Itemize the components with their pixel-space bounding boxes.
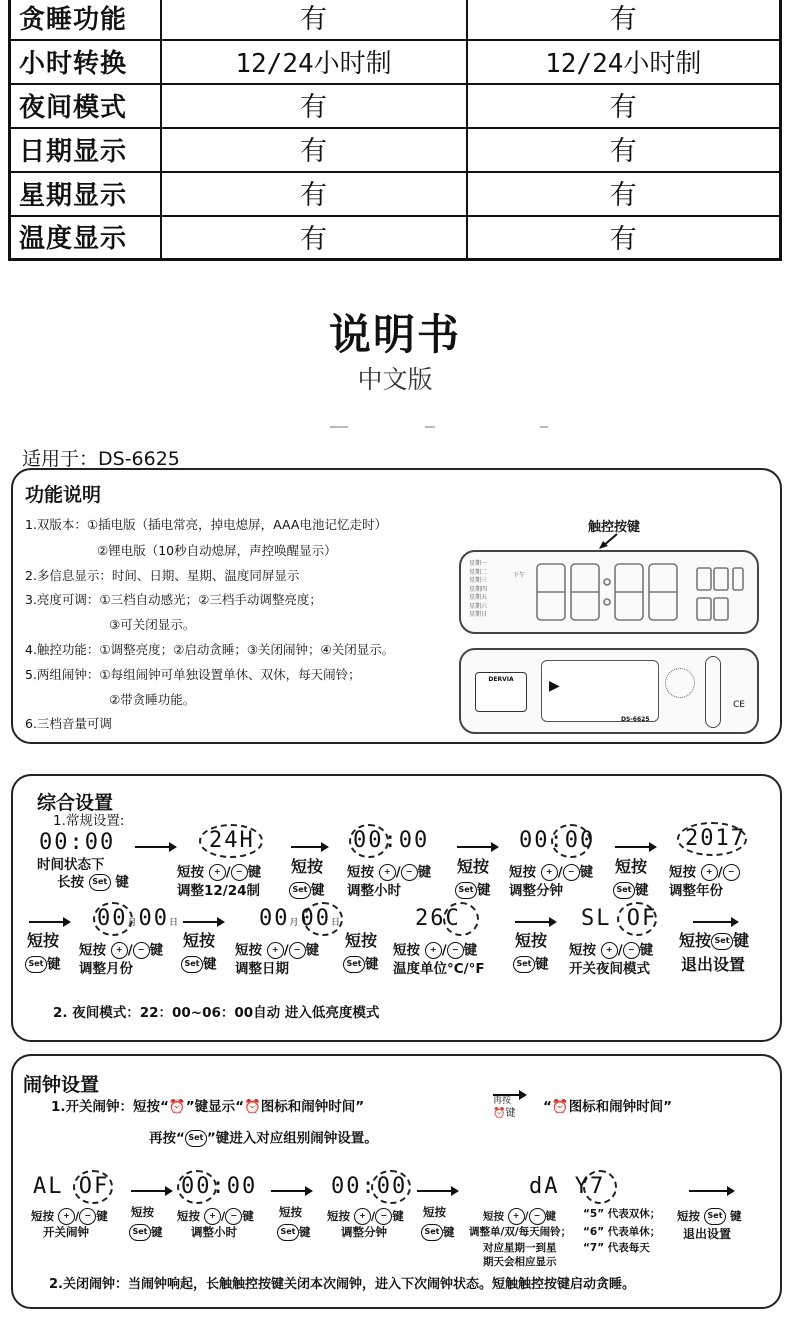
step-text: 短按 + / − [669, 864, 740, 881]
spec-table [8, 0, 782, 261]
arrow-icon [271, 1190, 311, 1192]
cell: 有 [161, 216, 467, 260]
alarm-instruction: 再按“ Set ”键进入对应组别闹钟设置。 [149, 1130, 378, 1147]
set-key: Set 键 [613, 882, 649, 899]
ampm-label: 下午 [513, 572, 526, 579]
weekday-label: 星期一 [469, 560, 488, 567]
play-icon: ▶ [549, 678, 560, 694]
step-text: 调整单/双/每天闹铃； [469, 1226, 572, 1238]
led-digits-icon [521, 558, 753, 628]
display-alarm-hour: 00:00 [181, 1174, 258, 1199]
manual-title: 说明书 [328, 310, 461, 359]
night-mode-note: 2. 夜间模式：22：00~06：00自动 进入低亮度模式 [53, 1005, 380, 1021]
feature-line: ②带贪睡功能。 [109, 692, 196, 707]
row-label: 夜间模式 [10, 84, 161, 128]
step-text: 短按 + / − 键 [393, 942, 478, 959]
exit-step: 退出设置 [681, 955, 746, 974]
weekday-label: 星期六 [469, 602, 488, 610]
table-row [10, 216, 781, 260]
table-row [10, 0, 781, 40]
arrow-label: 再按 [493, 1096, 512, 1106]
set-key: Set 键 [455, 882, 491, 899]
display-alarm-days: dA Y7 [529, 1174, 606, 1199]
step-text: 短按 + / − 键 [569, 942, 654, 959]
touch-key-label: 触控按键 [588, 520, 641, 535]
step-text: 短按 + / − 键 [235, 942, 320, 959]
row-label: 温度显示 [10, 216, 161, 260]
set-key: Set 键 [25, 956, 61, 973]
feature-line: 6.三档音量可调 [25, 716, 112, 731]
display-date: 00月00日 [259, 906, 343, 931]
step-text: 短按 + / − 键 [177, 1209, 254, 1223]
arrow-icon [615, 846, 655, 848]
display-alarm-onoff: AL OF [33, 1174, 110, 1199]
weekday-label: 星期五 [469, 594, 488, 601]
feature-line: 4.触控功能：①调整亮度；②启动贪睡；③关闭闹钟；④关闭显示。 [25, 642, 395, 657]
arrow-label: ⏰键 [493, 1108, 516, 1119]
press-short: 短按 [131, 1205, 154, 1219]
row-label: 日期显示 [10, 128, 161, 172]
cell: 有 [161, 84, 467, 128]
general-title: 综合设置 [37, 792, 114, 814]
features-panel [11, 468, 782, 744]
set-key: Set 键 [421, 1224, 455, 1241]
set-key: Set 键 [343, 956, 379, 973]
button-strip[interactable] [705, 656, 721, 728]
clock-front [459, 550, 759, 634]
step-text: 短按 + / − 键 [347, 864, 432, 881]
set-key: Set 键 [181, 956, 217, 973]
arrow-icon [693, 921, 737, 923]
table-row [10, 172, 781, 216]
display-night: SL OF [581, 906, 658, 931]
press-short: 短按 [515, 931, 548, 950]
stand [475, 672, 527, 712]
row-label: 贪睡功能 [10, 0, 161, 40]
feature-line: 3.亮度可调：①三档自动感光；②三档手动调整亮度； [25, 592, 322, 607]
table-row [10, 128, 781, 172]
general-settings-panel [11, 774, 782, 1042]
weekday-label: 星期日 [469, 611, 488, 618]
press-short: 短按 [457, 857, 490, 876]
alarm-instruction: “⏰图标和闹钟时间” [543, 1099, 673, 1115]
arrow-icon [457, 846, 497, 848]
set-key-icon: Set [185, 1130, 207, 1147]
arrow-icon [183, 921, 223, 923]
cell: 有 [161, 128, 467, 172]
step-text: 调整日期 [235, 961, 289, 977]
set-key: Set 键 [277, 1224, 311, 1241]
step-text: 调整小时 [347, 883, 401, 899]
features-title: 功能说明 [25, 484, 102, 506]
normal-settings-label: 1.常规设置: [53, 813, 125, 829]
arrow-icon [417, 1190, 457, 1192]
set-key-icon: Set [89, 874, 111, 891]
step-text: 短按 + / − 键 [327, 1209, 404, 1223]
clock-back [459, 648, 759, 734]
step-text: 调整月份 [79, 961, 133, 977]
arrow-icon [131, 1190, 171, 1192]
alarm-settings-panel [11, 1054, 782, 1309]
step-text: 短按 + / − 键 [509, 864, 594, 881]
step-text: 调整分钟 [341, 1225, 387, 1239]
step-text: 调整12/24制 [177, 883, 261, 899]
cell: 有 [467, 128, 781, 172]
weekday-label: 星期三 [469, 577, 488, 584]
display-minute: 00:00 [519, 828, 596, 853]
day-note: “6” 代表单休； [583, 1226, 661, 1238]
alarm1-icon: ⏰ [243, 1099, 261, 1115]
step-text: 时间状态下 [37, 857, 105, 873]
step-text: 对应星期一到星 [483, 1242, 557, 1254]
step-text: 开关夜间模式 [569, 961, 650, 977]
row-label: 星期显示 [10, 172, 161, 216]
press-short: 短按 [291, 857, 324, 876]
brand-label: DERVIA [488, 676, 514, 683]
alarm-title: 闹钟设置 [23, 1074, 100, 1096]
feature-line: ②锂电版（10秒自动熄屏，声控唤醒显示） [97, 543, 337, 558]
weekday-label: 星期四 [469, 585, 488, 593]
display-temp: 26C [415, 906, 461, 931]
alarm-clock-icon: ⏰ [168, 1099, 186, 1115]
press-short: 短按 [423, 1205, 446, 1219]
cell: 有 [161, 172, 467, 216]
set-key: Set 键 [513, 956, 549, 973]
day-note: “7” 代表每天 [583, 1242, 650, 1254]
display-year: 2017 [685, 826, 746, 851]
model-label: DS-6625 [621, 716, 650, 723]
arrow-icon [135, 846, 175, 848]
cell: 12/24小时制 [467, 40, 781, 84]
press-short: 短按 [183, 931, 216, 950]
table-row [10, 84, 781, 128]
speaker-grille [665, 668, 695, 698]
display-alarm-minute: 00:00 [331, 1174, 408, 1199]
display-month: 00月00日 [97, 906, 181, 931]
press-short: 短按 [27, 931, 60, 950]
table-row [10, 40, 781, 84]
feature-line: ③可关闭显示。 [109, 617, 196, 632]
cell: 12/24小时制 [161, 40, 467, 84]
step-text: 温度单位°C/°F [393, 961, 485, 977]
step-text: 开关闹钟 [43, 1225, 89, 1239]
feature-line: 1.双版本：①插电版（插电常亮，掉电熄屏，AAA电池记忆走时） [25, 517, 387, 532]
cell: 有 [467, 84, 781, 128]
press-short: 短按 [615, 857, 648, 876]
decorative-dots [330, 425, 560, 429]
press-short: 短按 [279, 1205, 302, 1219]
set-key: Set 键 [129, 1224, 163, 1241]
cell: 有 [467, 216, 781, 260]
step-text: 短按 + / − 键 [79, 942, 164, 959]
ce-mark: CE [733, 700, 745, 710]
exit-step: 短按 Set 键 [679, 931, 750, 950]
manual-subtitle: 中文版 [357, 365, 433, 394]
arrow-icon [29, 921, 69, 923]
alarm2-icon: ⏰ [551, 1099, 569, 1115]
step-text: 调整分钟 [509, 883, 563, 899]
close-alarm-note: 2.关闭闹钟：当闹钟响起，长触触控按键关闭本次闹钟，进入下次闹钟状态。短触触控按键启动贪睡。 [49, 1277, 635, 1292]
row-label: 小时转换 [10, 40, 161, 84]
feature-line: 5.两组闹钟：①每组闹钟可单独设置单休、双休，每天闹铃； [25, 667, 361, 682]
pointer-arrow-icon [599, 532, 621, 550]
cell: 有 [467, 0, 781, 40]
display-time: 00:00 [39, 830, 116, 855]
set-key: Set 键 [289, 882, 325, 899]
day-note: “5” 代表双休； [583, 1208, 661, 1220]
display-hour: 00:00 [353, 828, 430, 853]
arrow-icon [291, 846, 327, 848]
exit-step: 退出设置 [683, 1227, 732, 1241]
step-text: 调整小时 [191, 1225, 237, 1239]
step-text: 调整年份 [669, 883, 723, 899]
cell: 有 [161, 0, 467, 40]
step-text: 短按 + / − 键 [31, 1209, 108, 1223]
alarm-instruction: 1.开关闹钟：短按“⏰”键显示“⏰图标和闹钟时间” [51, 1099, 365, 1115]
step-text: 长按 Set 键 [57, 874, 129, 891]
press-short: 短按 [345, 931, 378, 950]
step-text: 短按 + / − 键 [177, 864, 262, 881]
arrow-icon [515, 921, 555, 923]
display-24h: 24H [209, 828, 255, 853]
step-text: 短按 + / − 键 [483, 1208, 556, 1225]
arrow-icon [689, 1190, 733, 1192]
exit-step: 短按 Set 键 [677, 1209, 742, 1223]
weekday-label: 星期二 [469, 568, 488, 576]
applies-to: 适用于：DS-6625 [22, 448, 180, 470]
feature-line: 2.多信息显示：时间、日期、星期、温度同屏显示 [25, 568, 300, 583]
cell: 有 [467, 172, 781, 216]
step-text: 期天会相应显示 [483, 1256, 557, 1268]
